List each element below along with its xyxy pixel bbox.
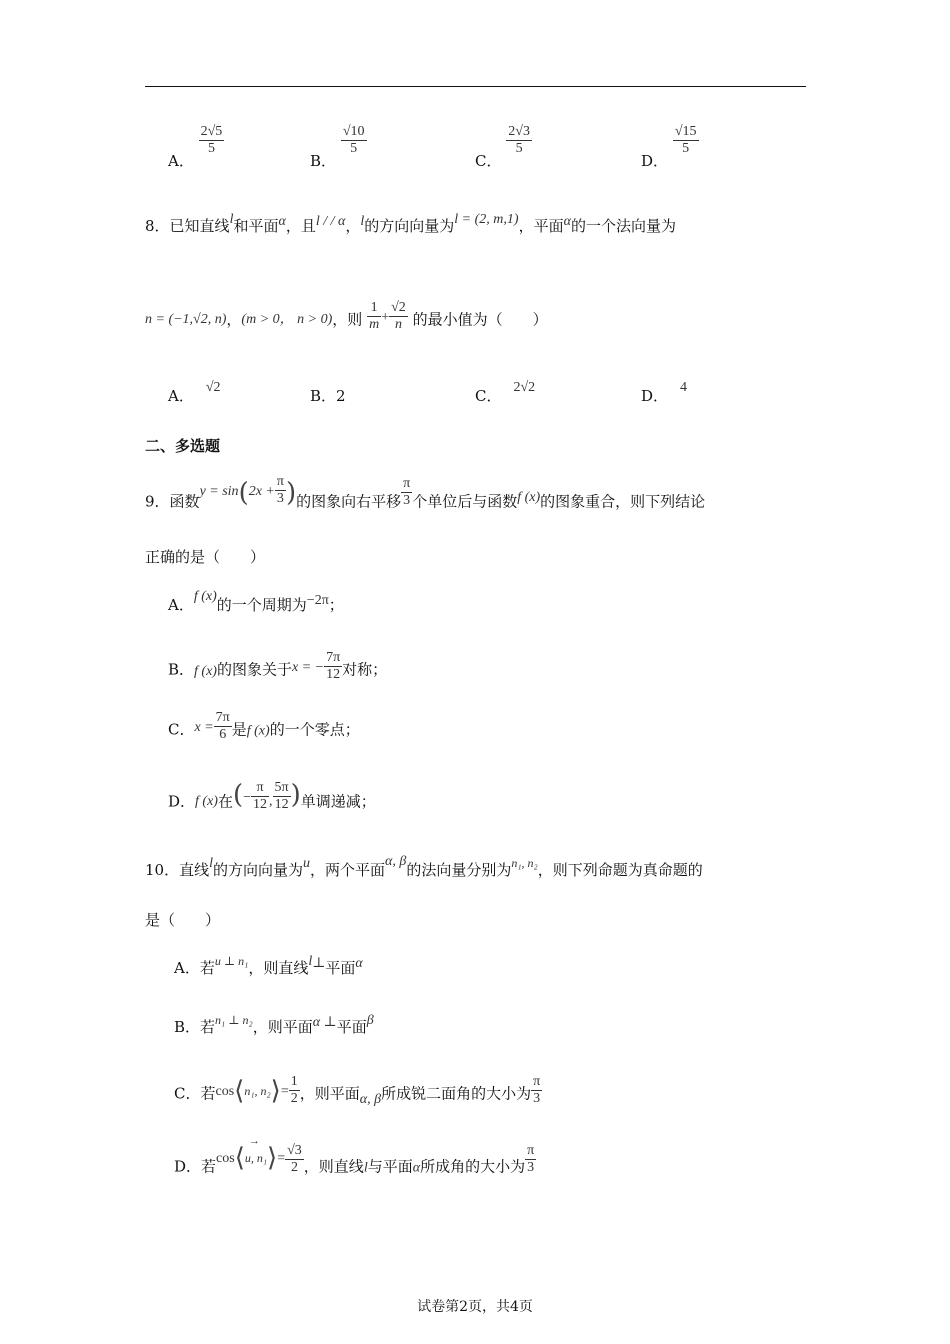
fraction-numerator: π	[403, 476, 411, 491]
frac-root2-over-n	[389, 300, 408, 333]
q8-stem-line2	[145, 300, 548, 337]
text: 的方向向量为	[364, 217, 455, 235]
right-paren: )	[285, 477, 297, 508]
text: 平面	[336, 1018, 367, 1036]
fraction-denominator: 12	[253, 797, 268, 812]
text: 平面	[325, 959, 356, 977]
option-label: A．	[174, 959, 200, 977]
option-label: B．	[310, 151, 337, 170]
text: ，则下列命题为真命题的	[537, 861, 703, 879]
math-fx: f (x)	[195, 793, 218, 809]
math-l: l	[209, 856, 213, 871]
option-label: A．	[168, 151, 194, 170]
math-minus: −	[243, 789, 252, 805]
math-fx: f (x)	[517, 489, 541, 505]
fraction-numerator: π	[276, 474, 284, 489]
math-relation: α ⊥	[312, 1015, 337, 1030]
q7-b-fraction	[341, 124, 367, 157]
q7-option-b	[310, 122, 367, 170]
text: 若	[199, 959, 215, 977]
frac-pi-over-3-shift	[401, 476, 412, 509]
math-alpha: α	[412, 1160, 421, 1176]
math-normals: n₁, n₂	[511, 856, 538, 870]
math-normal-vector: n = (−1,√2, n)	[145, 311, 227, 327]
frac-pi-over-3	[525, 1143, 536, 1176]
q7-d-fraction	[673, 124, 699, 157]
math-plus: +	[381, 309, 390, 325]
math-cos: cos	[216, 1150, 235, 1166]
math-alpha-beta: α, β	[359, 1091, 382, 1107]
text: 的图象重合，则下列结论	[540, 492, 706, 511]
section-title: 二、多选题	[145, 437, 221, 455]
fraction-denominator: 6	[219, 727, 227, 742]
vector-arrow: →	[248, 1134, 260, 1147]
math-condition: (m > 0， n > 0)	[241, 311, 333, 327]
math-l: l	[229, 212, 234, 227]
option-value: 4	[680, 380, 688, 395]
math-fx: f (x)	[194, 663, 217, 679]
text: 的一个零点；	[269, 720, 360, 739]
q7-option-d	[641, 122, 699, 170]
page-footer: 试卷第2页，共4页	[417, 1299, 533, 1315]
option-label: D．	[641, 151, 669, 170]
fraction-denominator: 2	[290, 1160, 298, 1175]
fraction-numerator: π	[533, 1074, 541, 1089]
text: 已知直线	[169, 217, 230, 235]
fraction-denominator: 3	[403, 493, 411, 508]
q9-option-a	[168, 589, 344, 617]
math-sin: y = sin	[199, 483, 239, 499]
text: 的图象向右平移	[296, 492, 402, 511]
q9-option-d: D．f (x)在(− $\frac{\pi}{12}$ , $\frac{5\pi}{12}$ )单调递减；	[168, 779, 376, 812]
math-u: u	[303, 856, 311, 871]
q7-option-c	[475, 122, 532, 170]
text: ，平面	[518, 217, 564, 235]
math-l: l	[360, 214, 365, 229]
text: 的图象关于	[216, 660, 292, 679]
text: 个单位后与函数	[412, 492, 518, 511]
frac-root3-over-2	[285, 1143, 304, 1176]
fraction-numerator: 7π	[215, 710, 230, 725]
text: ，则直线	[303, 1157, 364, 1176]
question-number: 8．	[145, 217, 170, 235]
header-rule	[145, 86, 806, 87]
text: 和平面	[233, 217, 279, 235]
math-period: −2π	[306, 593, 329, 608]
text: ，	[345, 217, 361, 235]
option-label: C．	[168, 720, 195, 739]
math-condition: n₁ ⊥ n₂	[215, 1013, 253, 1027]
option-label: C．	[475, 151, 502, 170]
option-value: 2√2	[513, 380, 536, 395]
fraction-numerator: 2√5	[200, 124, 223, 139]
text: 所成锐二面角的大小为	[381, 1084, 532, 1103]
frac-pi-over-3	[531, 1074, 542, 1107]
text: 对称；	[342, 660, 388, 679]
text: 是	[231, 720, 247, 739]
text: 若	[200, 1018, 216, 1036]
math-eq: =	[280, 1083, 289, 1099]
text: 的最小值为（ ）	[412, 310, 548, 329]
math-eq: =	[277, 1150, 286, 1166]
text: ；	[328, 596, 344, 614]
fraction-numerator: √3	[287, 1143, 302, 1158]
q8-option-a	[168, 380, 221, 408]
option-label: B．	[310, 387, 337, 405]
left-angle: ⟨	[234, 1075, 245, 1106]
fraction-denominator: 3	[533, 1091, 541, 1106]
math-alpha: α	[563, 214, 571, 229]
text: 直线	[179, 861, 210, 879]
math-direction-vector: l = (2, m,1)	[454, 212, 519, 227]
text: 所成角的大小为	[420, 1157, 526, 1176]
math-parallel: l / / α	[315, 214, 346, 229]
option-label: C．	[475, 387, 502, 405]
text: ，则	[332, 310, 363, 329]
fraction-numerator: √15	[674, 124, 697, 139]
frac-1-over-2	[289, 1074, 300, 1107]
math-perp: ⊥	[312, 956, 326, 971]
q10-stem-line1	[145, 854, 703, 882]
right-angle: ⟩	[270, 1075, 281, 1106]
left-angle: ⟨	[234, 1142, 245, 1173]
text: ，且	[285, 217, 316, 235]
text: 在	[217, 792, 233, 811]
fraction-denominator: 5	[207, 141, 215, 156]
frac-1-over-m	[367, 300, 381, 333]
frac-7pi-over-12	[324, 650, 342, 683]
text: 的法向量分别为	[406, 861, 512, 879]
fraction-denominator: 3	[527, 1160, 535, 1175]
math-alpha: α	[355, 956, 363, 971]
q7-option-a	[168, 122, 224, 170]
fraction-numerator: π	[251, 780, 269, 797]
text: 的一个法向量为	[570, 217, 676, 235]
fraction-numerator: 7π	[326, 650, 341, 665]
fraction-numerator: 5π	[274, 780, 289, 795]
fraction-denominator: 12	[274, 797, 289, 812]
math-pair: u, n₁	[244, 1150, 268, 1165]
math-condition: u ⊥ n₁	[214, 954, 249, 968]
q9-stem-line1	[145, 474, 706, 519]
math-arg: 2x +	[248, 483, 275, 499]
q10-option-a	[174, 954, 363, 980]
q9-stem-line2: 正确的是（ ）	[145, 548, 266, 566]
math-pair: n₁, n₂	[244, 1083, 271, 1098]
fraction-numerator: 1	[290, 1074, 298, 1089]
question-number: 9．	[145, 492, 170, 511]
text: ，	[226, 310, 242, 329]
text: 单调递减；	[300, 792, 376, 811]
option-label: D．	[168, 792, 196, 811]
frac-pi-over-3	[275, 474, 286, 507]
fraction-denominator: m	[369, 317, 380, 332]
q8-option-b	[310, 386, 346, 406]
option-label: C．	[174, 1084, 201, 1103]
math-beta: β	[366, 1013, 374, 1028]
fraction-denominator: 5	[682, 141, 690, 156]
option-label: D．	[641, 387, 669, 405]
math-fx: f (x)	[193, 589, 217, 604]
text: 函数	[169, 492, 200, 511]
fraction-numerator: 2√3	[508, 124, 530, 139]
text: ，则平面	[252, 1018, 313, 1036]
math-alpha-beta: α, β	[385, 854, 407, 869]
math-eq: x =	[194, 719, 214, 735]
q9-option-c	[168, 710, 360, 747]
math-eq: x = −	[291, 659, 325, 675]
fraction-denominator: n	[394, 317, 402, 332]
text: 若	[201, 1157, 217, 1176]
text: 与平面	[367, 1157, 413, 1176]
left-paren: (	[232, 779, 244, 810]
text: 的方向向量为	[213, 861, 304, 879]
fraction-numerator: √10	[342, 124, 365, 139]
math-cos: cos	[215, 1083, 235, 1099]
text: 若	[200, 1084, 216, 1103]
text: 的一个周期为	[216, 596, 307, 614]
option-value: 2	[336, 387, 346, 405]
math-l: l	[363, 1160, 368, 1176]
q7-c-fraction	[506, 124, 532, 157]
fraction-denominator: 5	[515, 141, 523, 156]
option-label: A．	[168, 387, 194, 405]
q8-stem-line1	[145, 212, 676, 238]
option-label: D．	[174, 1157, 202, 1176]
q8-option-c	[475, 380, 536, 408]
frac-pi-over-12	[251, 780, 269, 813]
q7-a-fraction	[199, 124, 225, 157]
frac-5pi-over-12	[273, 780, 291, 813]
fraction-denominator: 5	[350, 141, 358, 156]
fraction-numerator: π	[527, 1143, 535, 1158]
q10-option-c	[174, 1074, 542, 1111]
question-number: 10．	[145, 861, 180, 879]
right-angle: ⟩	[267, 1142, 278, 1173]
fraction-numerator: 1	[367, 300, 381, 317]
q10-option-d	[174, 1134, 536, 1184]
q8-option-d	[641, 380, 688, 408]
math-alpha: α	[278, 214, 286, 229]
left-paren: (	[238, 477, 249, 508]
right-paren: )	[290, 779, 301, 810]
option-label: A．	[168, 596, 194, 614]
fraction-numerator: √2	[391, 300, 406, 315]
text: ，两个平面	[310, 861, 386, 879]
fraction-denominator: 2	[290, 1091, 298, 1106]
fraction-denominator: 12	[326, 667, 341, 682]
option-label: B．	[174, 1018, 201, 1036]
math-l: l	[308, 954, 313, 969]
text: ，则直线	[248, 959, 309, 977]
option-label: B．	[168, 660, 195, 679]
math-fx: f (x)	[246, 723, 270, 739]
text: ，则平面	[299, 1084, 360, 1103]
frac-7pi-over-6	[214, 710, 232, 743]
q9-option-b	[168, 650, 388, 687]
q10-stem-line2: 是（ ）	[145, 911, 221, 929]
fraction-denominator: 3	[276, 491, 284, 506]
q10-option-b	[174, 1013, 374, 1039]
option-value: √2	[205, 380, 221, 395]
